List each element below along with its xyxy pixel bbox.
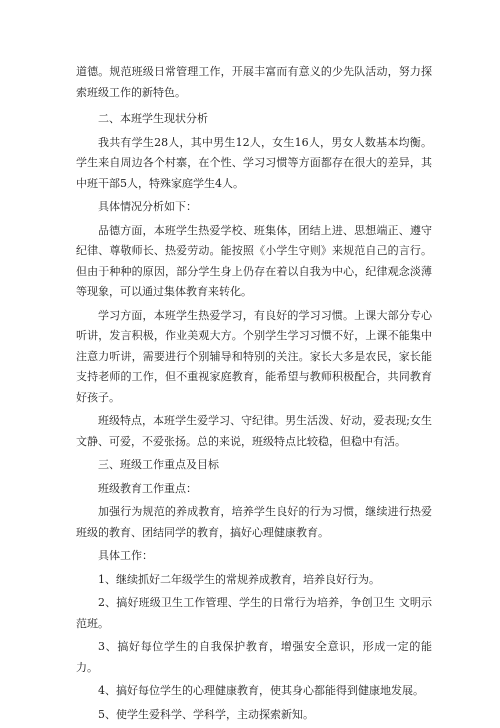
- list-item-3: 3、搞好每位学生的自我保护教育，增强安全意识，形成一定的能力。: [76, 640, 432, 674]
- list-item-1: 1、继续抓好二年级学生的常规养成教育，培养良好行为。: [98, 572, 380, 586]
- paragraph-class-features: 班级特点，本班学生爱学习、守纪律。男生活泼、好动，爱表现;女生文静、可爱，不爱张扬。总的来说，班级特点比较稳，但稳中有活。: [76, 414, 432, 448]
- paragraph-study: 学习方面，本班学生热爱学习，有良好的学习习惯。上课大部分专心听讲，发言积极，作业美观大方。个别学生学习习惯不好，上课不能集中注意力听讲，需要进行个别辅导和特别的关注。家长大多是农民，家长能支持老师的工作，但不重视家庭教育，能希望与教师积极配合，共同教育好孩子。: [76, 308, 432, 404]
- section-heading-3: 三、班级工作重点及目标: [98, 458, 219, 471]
- document-page: [76, 62, 432, 728]
- paragraph-tasks-title: 具体工作：: [98, 549, 153, 562]
- list-item-4: 4、搞好每位学生的心理健康教育，使其身心都能得到健康地发展。: [98, 684, 424, 697]
- paragraph-focus: 加强行为规范的养成教育，培养学生良好的行为习惯，继续进行热爱班级的教育、团结同学的教育，搞好心理健康教育。: [76, 505, 432, 539]
- paragraph-intro: 道德。规范班级日常管理工作，开展丰富而有意义的少先队活动，努力探索班级工作的新特色。: [76, 65, 432, 99]
- paragraph-class-stats: 我共有学生28人，其中男生12人，女生16人，男女人数基本均衡。学生来自周边各个村寨，在个性、学习习惯等方面都存在很大的差异，其中班干部5人，特殊家庭学生4人。: [76, 135, 432, 190]
- section-heading-2: 二、本班学生现状分析: [98, 112, 208, 125]
- paragraph-analysis-intro: 具体情况分析如下：: [98, 200, 197, 213]
- list-item-2: 2、搞好班级卫生工作管理、学生的日常行为培养，争创卫生 文明示范班。: [76, 596, 432, 630]
- paragraph-focus-title: 班级教育工作重点：: [98, 481, 197, 495]
- paragraph-moral: 品德方面，本班学生热爱学校、班集体，团结上进、思想端正、遵守纪律、尊敬师长、热爱劳动。能按照《小学生守则》来规范自己的言行。但由于种种的原因，部分学生身上仍存在着以自我为中心，纪律观念淡薄等现象，可以通过集体教育来转化。: [76, 223, 432, 298]
- list-item-5: 5、使学生爱科学、学科学，主动探索新知。: [98, 707, 314, 721]
